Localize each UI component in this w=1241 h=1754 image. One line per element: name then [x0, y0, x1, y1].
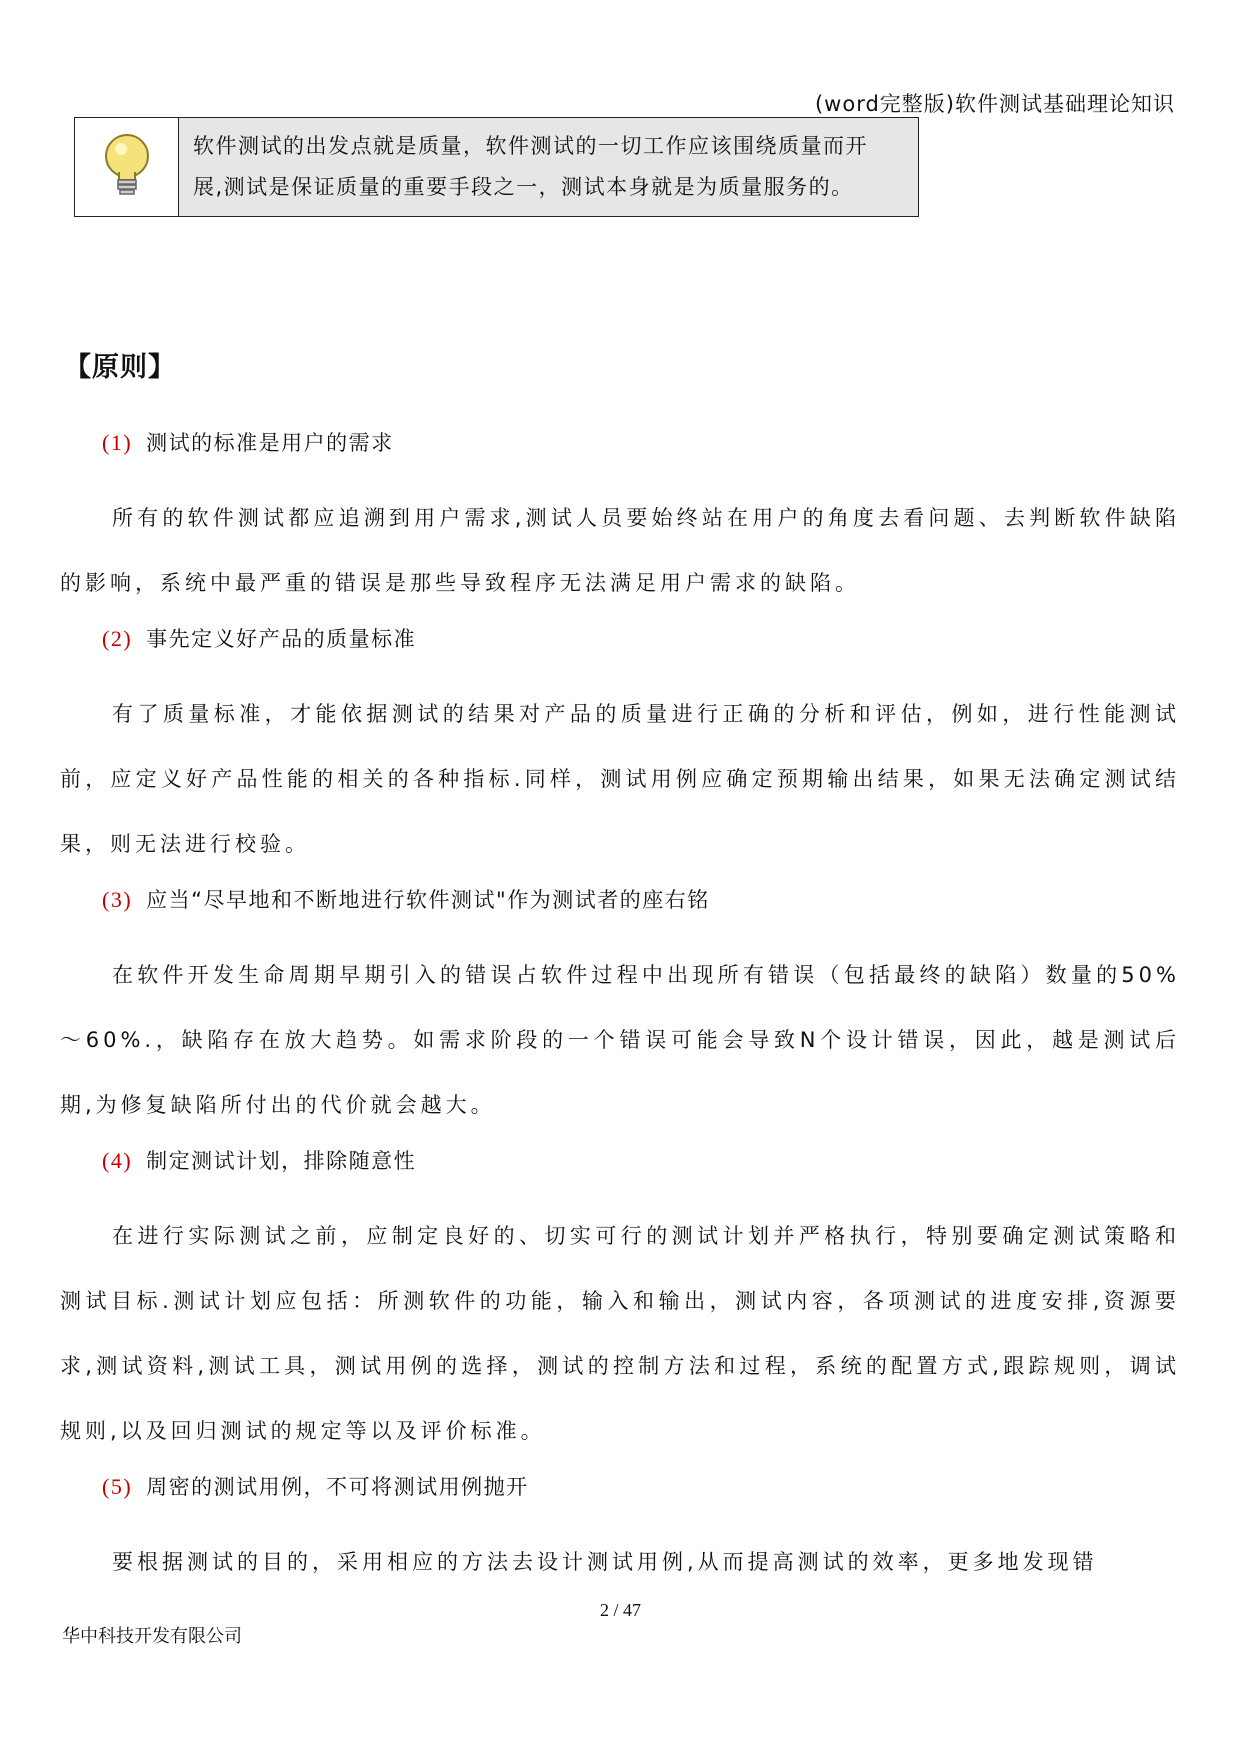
principle-number: (5)	[102, 1474, 133, 1499]
principle-number: (2)	[102, 626, 133, 651]
principle-body: 所有的软件测试都应追溯到用户需求,测试人员要始终站在用户的角度去看问题、去判断软件缺陷的影响，系统中最严重的错误是那些导致程序无法满足用户需求的缺陷。	[60, 506, 1180, 595]
principle-title-text: 制定测试计划，排除随意性	[146, 1149, 417, 1173]
principle-number: (1)	[102, 430, 133, 455]
principle-item	[60, 1464, 1180, 1595]
principle-number: (3)	[102, 887, 133, 912]
principle-item	[60, 1138, 1180, 1464]
principle-number: (4)	[102, 1148, 133, 1173]
lightbulb-icon	[100, 132, 154, 202]
principle-title-text: 周密的测试用例，不可将测试用例抛开	[146, 1475, 529, 1499]
page-number: 2 / 47	[599, 1600, 641, 1620]
tip-text	[179, 118, 918, 216]
company-name: 华中科技开发有限公司	[62, 1626, 242, 1647]
principle-title	[102, 1464, 1180, 1530]
tip-line-1: 软件测试的出发点就是质量，软件测试的一切工作应该围绕质量而开	[193, 134, 868, 158]
tip-box	[74, 117, 919, 217]
tip-line-2: 展,测试是保证质量的重要手段之一，测试本身就是为质量服务的。	[193, 175, 854, 199]
principle-body: 在软件开发生命周期早期引入的错误占软件过程中出现所有错误（包括最终的缺陷）数量的50%～60%.，缺陷存在放大趋势。如需求阶段的一个错误可能会导致N个设计错误，因此，越是测试后期,为修复缺陷所付出的代价就会越大。	[60, 963, 1180, 1117]
principle-body: 在进行实际测试之前，应制定良好的、切实可行的测试计划并严格执行，特别要确定测试策略和测试目标.测试计划应包括：所测软件的功能，输入和输出，测试内容，各项测试的进度安排,资源要求,测试资料,测试工具，测试用例的选择，测试的控制方法和过程，系统的配置方式,跟踪规则，调试规则,以及回归测试的规定等以及评价标准。	[60, 1224, 1180, 1443]
principle-title	[102, 1138, 1180, 1204]
principle-title-text: 事先定义好产品的质量标准	[146, 627, 417, 651]
principle-title	[102, 616, 1180, 682]
principle-body: 有了质量标准，才能依据测试的结果对产品的质量进行正确的分析和评估，例如，进行性能测试前，应定义好产品性能的相关的各种指标.同样，测试用例应确定预期输出结果，如果无法确定测试结果，则无法进行校验。	[60, 702, 1180, 856]
principle-title	[102, 877, 1180, 943]
principle-item	[60, 877, 1180, 1138]
principle-item	[60, 420, 1180, 616]
principle-title	[102, 420, 1180, 486]
page-header-title: (word完整版)软件测试基础理论知识	[814, 92, 1175, 116]
principles-list	[60, 420, 1180, 1595]
principle-title-text: 应当“尽早地和不断地进行软件测试"作为测试者的座右铭	[146, 888, 710, 912]
principle-body: 要根据测试的目的，采用相应的方法去设计测试用例,从而提高测试的效率，更多地发现错	[112, 1550, 1098, 1574]
section-heading: 【原则】	[64, 352, 176, 383]
tip-icon-cell	[75, 118, 179, 216]
principle-item	[60, 616, 1180, 877]
principle-title-text: 测试的标准是用户的需求	[146, 431, 394, 455]
